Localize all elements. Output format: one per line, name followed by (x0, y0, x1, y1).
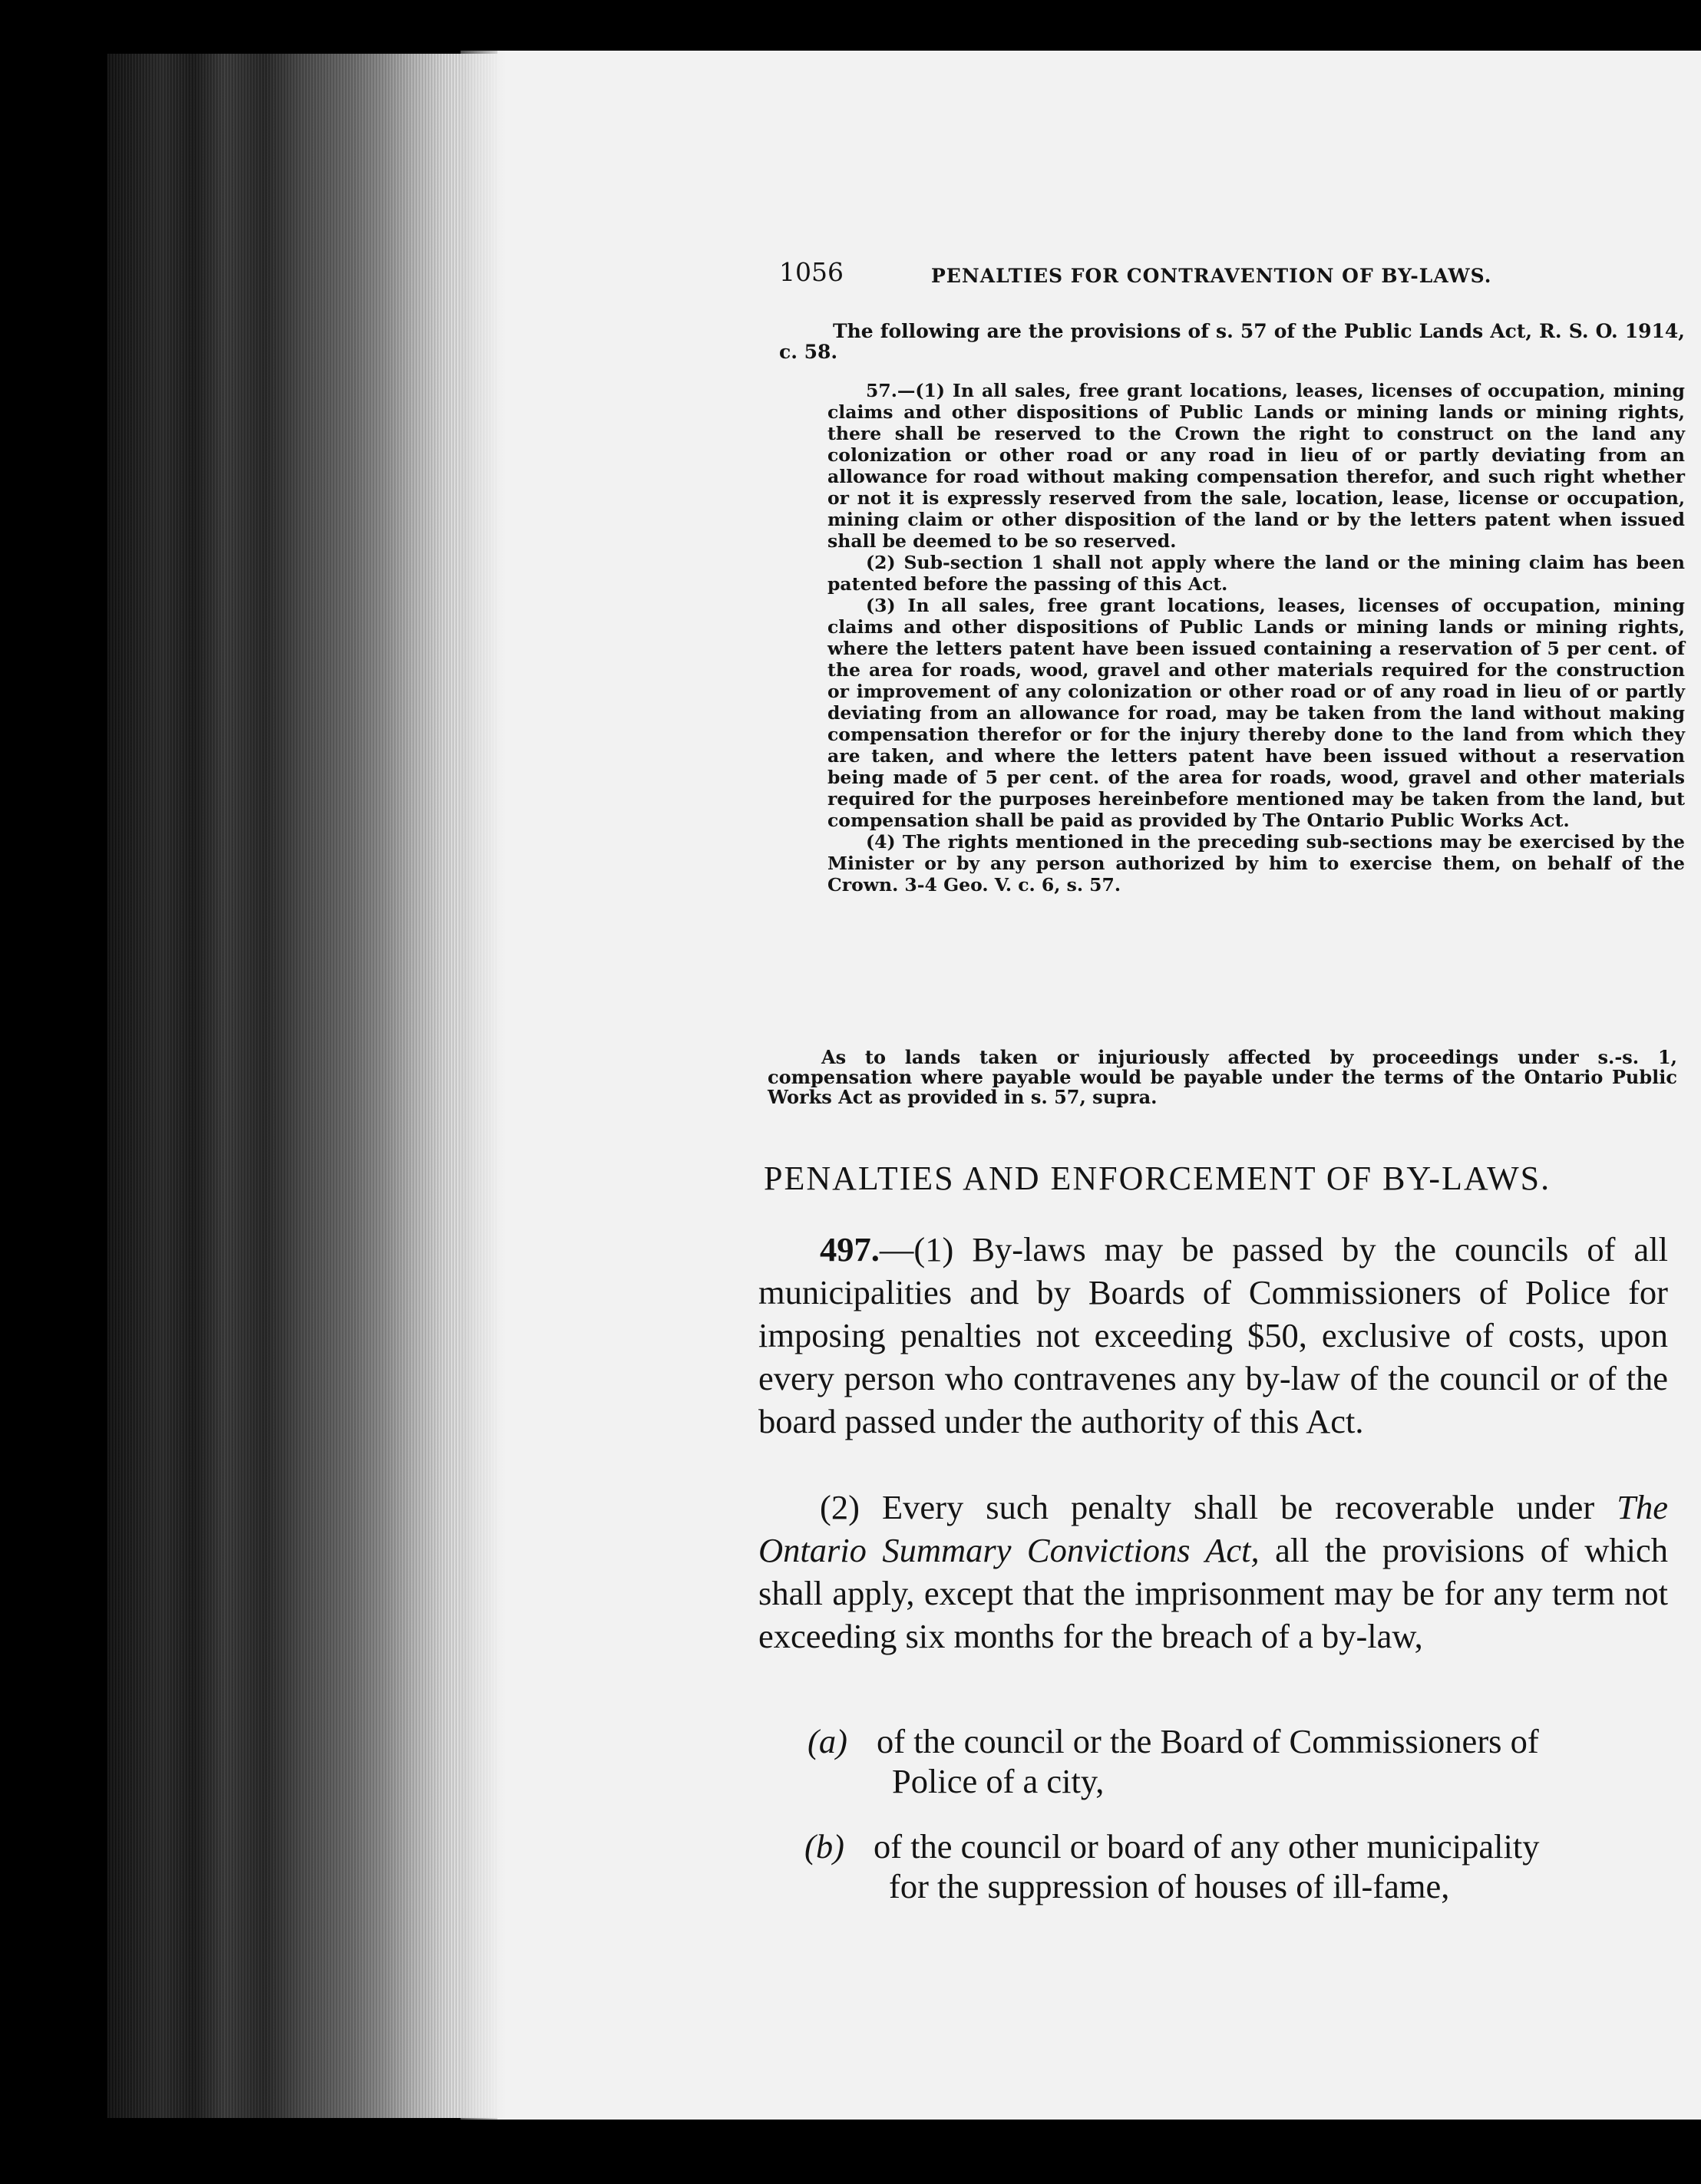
clause-a-label: (a) (808, 1722, 847, 1760)
clause-a-line-1: of the council or the Board of Commissioners of (877, 1722, 1539, 1760)
section-497-subsection-1 (758, 1228, 1668, 1443)
subsection-2-start: (2) Every such penalty shall be recoverable under (820, 1488, 1617, 1526)
clause-b-label: (b) (804, 1827, 844, 1866)
act-name: The Ontario Summary Convictions Act, (758, 1488, 1668, 1569)
section-heading: PENALTIES AND ENFORCEMENT OF BY-LAWS. (764, 1160, 1551, 1197)
running-head (779, 257, 1685, 295)
section-number: 497. (820, 1230, 880, 1269)
quoted-section-57 (827, 380, 1685, 896)
book-page-edges (107, 54, 499, 2118)
clause-a (808, 1721, 1675, 1801)
clause-b-line-1: of the council or board of any other municipality (874, 1827, 1540, 1866)
subsection-2-rest: all the provisions of which shall apply, except that the imprisonment may be for any term not exceeding six months for the breach of a by-law, (758, 1531, 1668, 1655)
clause-b (804, 1826, 1680, 1906)
running-head-title: PENALTIES FOR CONTRAVENTION OF BY-LAWS. (931, 265, 1492, 287)
quoted-subsection-4: (4) The rights mentioned in the preceding sub-sections may be exercised by the Minister or by any person authorized by him to exercise them, on behalf of the Crown. 3-4 Geo. V. c. 6, s. 57. (827, 831, 1685, 896)
section-497-text (758, 1228, 1668, 1701)
clause-b-line-2: for the suppression of houses of ill-fame, (889, 1867, 1450, 1905)
compensation-note: As to lands taken or injuriously affected by proceedings under s.-s. 1, compensation where payable would be payable under the terms of the Ontario Public Works Act as provided in s. 57, supra. (768, 1046, 1677, 1108)
clause-a-line-2: Police of a city, (892, 1762, 1105, 1800)
page-gutter-shadow (461, 51, 507, 2120)
quoted-subsection-2: (2) Sub-section 1 shall not apply where the land or the mining claim has been patented before the passing of this Act. (827, 552, 1685, 595)
page-number: 1056 (779, 257, 844, 287)
intro-note: The following are the provisions of s. 57 of the Public Lands Act, R. S. O. 1914, c. 58. (779, 320, 1685, 363)
subsection-1-text: —(1) By-laws may be passed by the councils of all municipalities and by Boards of Commissioners of Police for imposing penalties not exceeding $50, exclusive of costs, upon every person who contravenes any by-law of the council or of the board passed under the authority of this Act. (758, 1230, 1668, 1440)
quoted-subsection-3: (3) In all sales, free grant locations, leases, licenses of occupation, mining claims and other dispositions of Public Lands or mining lands or mining rights, where the letters patent have been issued containing a reservation of 5 per cent. of the area for roads, wood, gravel and other materials required for the construction or improvement of any colonization or other road or of any road in lieu of or partly deviating from an allowance for road, may be taken from the land without making compensation therefor or for the injury thereby done to the land from which they are taken, and where the letters patent have been issued without a reservation being made of 5 per cent. of the area for roads, wood, gravel and other materials required for the purposes hereinbefore mentioned may be taken from the land, but compensation shall be paid as provided by The Ontario Public Works Act. (827, 595, 1685, 831)
quoted-subsection-1: 57.—(1) In all sales, free grant locations, leases, licenses of occupation, mining claims and other dispositions of Public Lands or mining lands or mining rights, there shall be reserved to the Crown the right to construct on the land any colonization or other road or any road in lieu of or partly deviating from an allowance for road without making compensation therefor, and such right whether or not it is expressly reserved from the sale, location, lease, license or occupation, mining claim or other disposition of the land or by the letters patent when issued shall be deemed to be so reserved. (827, 380, 1685, 552)
section-497-subsection-2 (758, 1486, 1668, 1658)
